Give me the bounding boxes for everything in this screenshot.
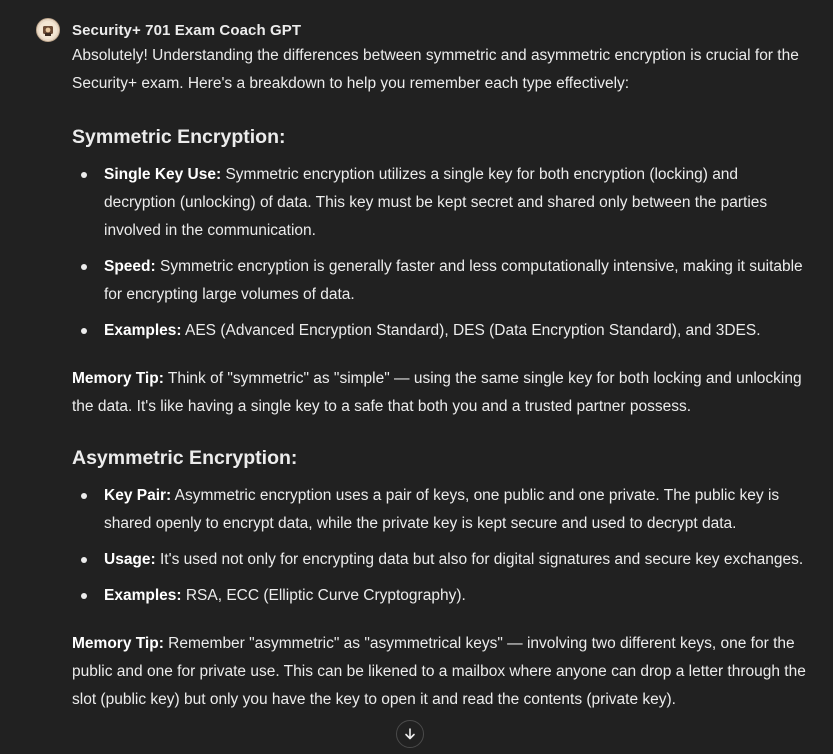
memory-tip-asymmetric bbox=[72, 630, 812, 714]
bullet-icon bbox=[81, 493, 87, 499]
symmetric-list bbox=[72, 161, 812, 345]
item-text: RSA, ECC (Elliptic Curve Cryptography). bbox=[181, 587, 466, 604]
bullet-icon bbox=[81, 557, 87, 563]
arrow-down-icon bbox=[403, 727, 417, 741]
asymmetric-list bbox=[72, 482, 812, 610]
item-label: Usage: bbox=[104, 551, 156, 568]
list-item bbox=[72, 582, 812, 610]
sender-name: Security+ 701 Exam Coach GPT bbox=[72, 21, 302, 39]
list-item bbox=[72, 253, 812, 309]
message-body bbox=[72, 42, 812, 714]
list-item bbox=[72, 482, 812, 538]
scroll-to-bottom-button[interactable] bbox=[396, 720, 424, 748]
tip-text: Think of "symmetric" as "simple" — using the same single key for both locking and unlocking the data. It's like having a single key to a safe that both you and a trusted partner possess. bbox=[72, 370, 802, 415]
section-heading-symmetric: Symmetric Encryption: bbox=[72, 126, 286, 148]
item-label: Single Key Use: bbox=[104, 166, 222, 183]
item-label: Key Pair: bbox=[104, 487, 172, 504]
bullet-icon bbox=[81, 172, 87, 178]
item-label: Examples: bbox=[104, 322, 182, 339]
list-item bbox=[72, 546, 812, 574]
item-text: Symmetric encryption is generally faster and less computationally intensive, making it suitable for encrypting large volumes of data. bbox=[104, 258, 803, 303]
section-heading-asymmetric: Asymmetric Encryption: bbox=[72, 447, 298, 469]
list-item bbox=[72, 317, 812, 345]
item-text: AES (Advanced Encryption Standard), DES (Data Encryption Standard), and 3DES. bbox=[181, 322, 761, 339]
bullet-icon bbox=[81, 264, 87, 270]
memory-tip-symmetric bbox=[72, 365, 812, 421]
item-text: Symmetric encryption utilizes a single key for both encryption (locking) and decryption (unlocking) of data. This key must be kept secret and shared only between the parties involved in the communication. bbox=[104, 166, 768, 239]
message-header bbox=[36, 17, 301, 43]
list-item bbox=[72, 161, 812, 245]
gpt-avatar-icon[interactable] bbox=[36, 18, 60, 42]
bullet-icon bbox=[81, 593, 87, 599]
item-label: Examples: bbox=[104, 587, 182, 604]
tip-label: Memory Tip: bbox=[72, 370, 164, 387]
intro-paragraph: Absolutely! Understanding the differences between symmetric and asymmetric encryption is crucial for the Security+ exam. Here's a breakdown to help you remember each type effectively: bbox=[72, 47, 799, 92]
tip-label: Memory Tip: bbox=[72, 635, 164, 652]
item-text: It's used not only for encrypting data but also for digital signatures and secure key exchanges. bbox=[155, 551, 804, 568]
item-label: Speed: bbox=[104, 258, 156, 275]
tip-text: Remember "asymmetric" as "asymmetrical keys" — involving two different keys, one for the public and one for private use. This can be likened to a mailbox where anyone can drop a letter through the slot (public key) but only you have the key to open it and read the contents (private key). bbox=[72, 635, 806, 708]
item-text: Asymmetric encryption uses a pair of keys, one public and one private. The public key is shared openly to encrypt data, while the private key is kept secure and used to decrypt data. bbox=[104, 487, 780, 532]
bullet-icon bbox=[81, 328, 87, 334]
